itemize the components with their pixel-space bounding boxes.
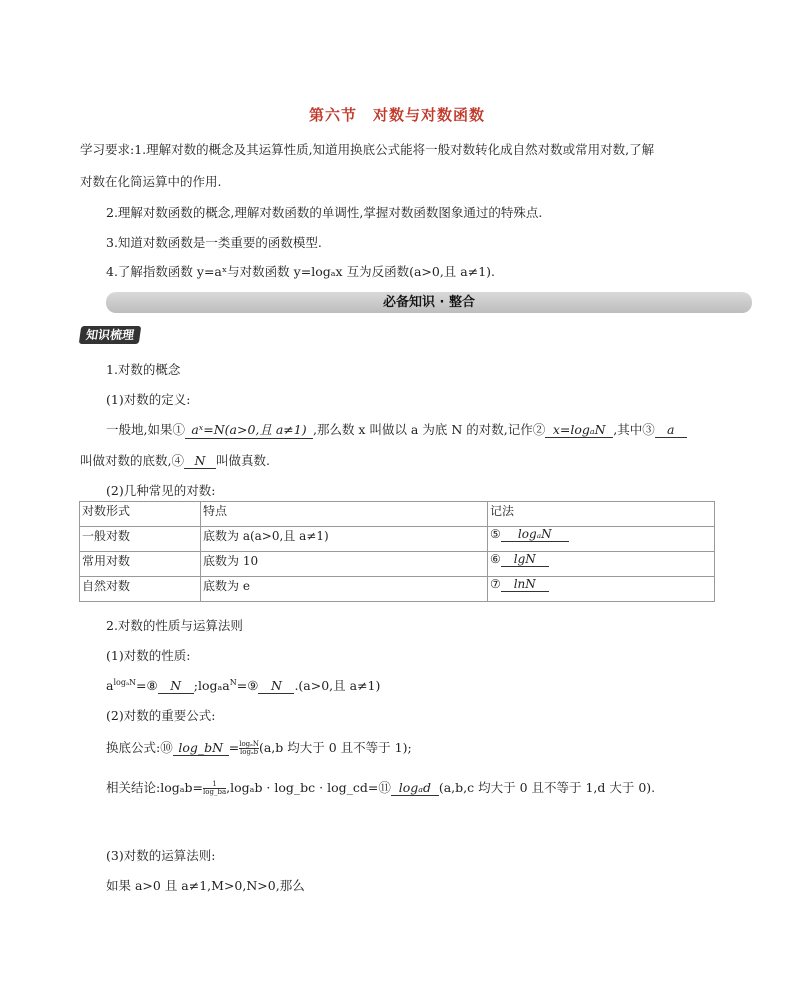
- definition-text-d: 叫做对数的底数,④: [80, 453, 184, 468]
- prop-base: a: [106, 678, 114, 693]
- knowledge-badge: 知识梳理: [79, 326, 142, 344]
- answer-blank-7: lnN: [501, 577, 549, 592]
- properties-formula: [106, 676, 380, 694]
- prop-condition: .(a>0,且 a≠1): [294, 678, 381, 693]
- page-title: 第六节 对数与对数函数: [308, 106, 485, 124]
- prop-exponent: logₐN: [113, 677, 137, 687]
- prop-log-text: ;logₐa: [193, 678, 230, 693]
- table-row: [80, 577, 715, 602]
- fraction-denominator: log_ba: [203, 788, 227, 796]
- prop-eq-8: =⑧: [136, 678, 158, 693]
- fraction-numerator: logₐN: [239, 740, 259, 748]
- table-row: [80, 552, 715, 577]
- definition-heading: (1)对数的定义:: [106, 392, 191, 407]
- table-row: [80, 527, 715, 552]
- answer-blank-9: N: [258, 678, 294, 694]
- table-header-cell: 对数形式: [80, 502, 201, 527]
- rules-paragraph: 如果 a>0 且 a≠1,M>0,N>0,那么: [106, 878, 305, 893]
- definition-text-a: 一般地,如果①: [106, 422, 185, 437]
- related-conclusion: [106, 778, 655, 796]
- table-cell: 一般对数: [80, 527, 201, 552]
- properties-heading: (1)对数的性质:: [106, 648, 191, 663]
- common-logs-heading: (2)几种常见的对数:: [106, 483, 216, 498]
- change-equals: =: [228, 740, 240, 755]
- requirement-line-4: 4.了解指数函数 y=aˣ与对数函数 y=logₐx 互为反函数(a>0,且 a≠1).: [106, 264, 495, 279]
- definition-paragraph-2: [80, 451, 270, 469]
- definition-paragraph-1: [106, 420, 687, 439]
- section-1-heading: 1.对数的概念: [106, 362, 181, 377]
- fraction-numerator: 1: [203, 781, 226, 789]
- table-cell: [488, 552, 715, 577]
- answer-blank-4: N: [184, 453, 216, 469]
- table-cell: 底数为 a(a>0,且 a≠1): [201, 527, 488, 552]
- requirement-line-1: 学习要求:1.理解对数的概念及其运算性质,知道用换底公式能将一般对数转化成自然对数或常用对数,了解: [80, 142, 655, 157]
- answer-blank-10: log_bN: [173, 740, 229, 756]
- answer-blank-3: a: [655, 422, 687, 438]
- table-cell: 自然对数: [80, 577, 201, 602]
- related-fraction: [203, 781, 226, 796]
- change-of-base-formula: [106, 738, 412, 756]
- answer-blank-1: aˣ=N(a>0,且 a≠1): [185, 420, 313, 439]
- answer-blank-8: N: [158, 678, 194, 694]
- related-chain: ,logₐb · log_bc · log_cd=⑪: [226, 780, 391, 795]
- requirement-line-3: 3.知道对数函数是一类重要的函数模型.: [106, 235, 322, 250]
- circled-number: ⑤: [490, 527, 501, 541]
- requirement-line-1b: 对数在化简运算中的作用.: [80, 174, 222, 189]
- prop-eq-9: =⑨: [236, 678, 259, 693]
- answer-blank-2: x=logₐN: [545, 422, 613, 438]
- fraction-denominator: logₐb: [240, 748, 259, 756]
- table-cell: 常用对数: [80, 552, 201, 577]
- table-cell: [488, 527, 715, 552]
- section-2-heading: 2.对数的性质与运算法则: [106, 618, 243, 633]
- table-header-row: [80, 502, 715, 527]
- table-header-cell: 特点: [201, 502, 488, 527]
- section-banner: 必备知识 · 整合: [106, 292, 752, 313]
- answer-blank-5: logₐN: [501, 527, 569, 542]
- circled-number: ⑥: [490, 552, 501, 566]
- table-cell: [488, 577, 715, 602]
- answer-blank-11: logₐd: [391, 780, 439, 796]
- table-cell: 底数为 10: [201, 552, 488, 577]
- definition-text-b: ,那么数 x 叫做以 a 为底 N 的对数,记作②: [312, 422, 546, 437]
- requirement-line-2: 2.理解对数函数的概念,理解对数函数的单调性,掌握对数函数图象通过的特殊点.: [106, 205, 543, 220]
- definition-text-e: 叫做真数.: [215, 453, 270, 468]
- related-label: 相关结论:logₐb=: [106, 780, 204, 795]
- circled-number: ⑦: [490, 577, 501, 591]
- common-logs-table: [79, 501, 715, 602]
- definition-text-c: ,其中③: [613, 422, 655, 437]
- change-condition: (a,b 均大于 0 且不等于 1);: [258, 740, 412, 755]
- table-header-cell: 记法: [488, 502, 715, 527]
- answer-blank-6: lgN: [501, 552, 549, 567]
- related-condition: (a,b,c 均大于 0 且不等于 1,d 大于 0).: [438, 780, 656, 795]
- prop-exponent-2: N: [229, 677, 237, 687]
- change-fraction: [239, 741, 259, 756]
- change-label: 换底公式:⑩: [106, 740, 173, 755]
- formulas-heading: (2)对数的重要公式:: [106, 708, 216, 723]
- rules-heading: (3)对数的运算法则:: [106, 848, 216, 863]
- table-cell: 底数为 e: [201, 577, 488, 602]
